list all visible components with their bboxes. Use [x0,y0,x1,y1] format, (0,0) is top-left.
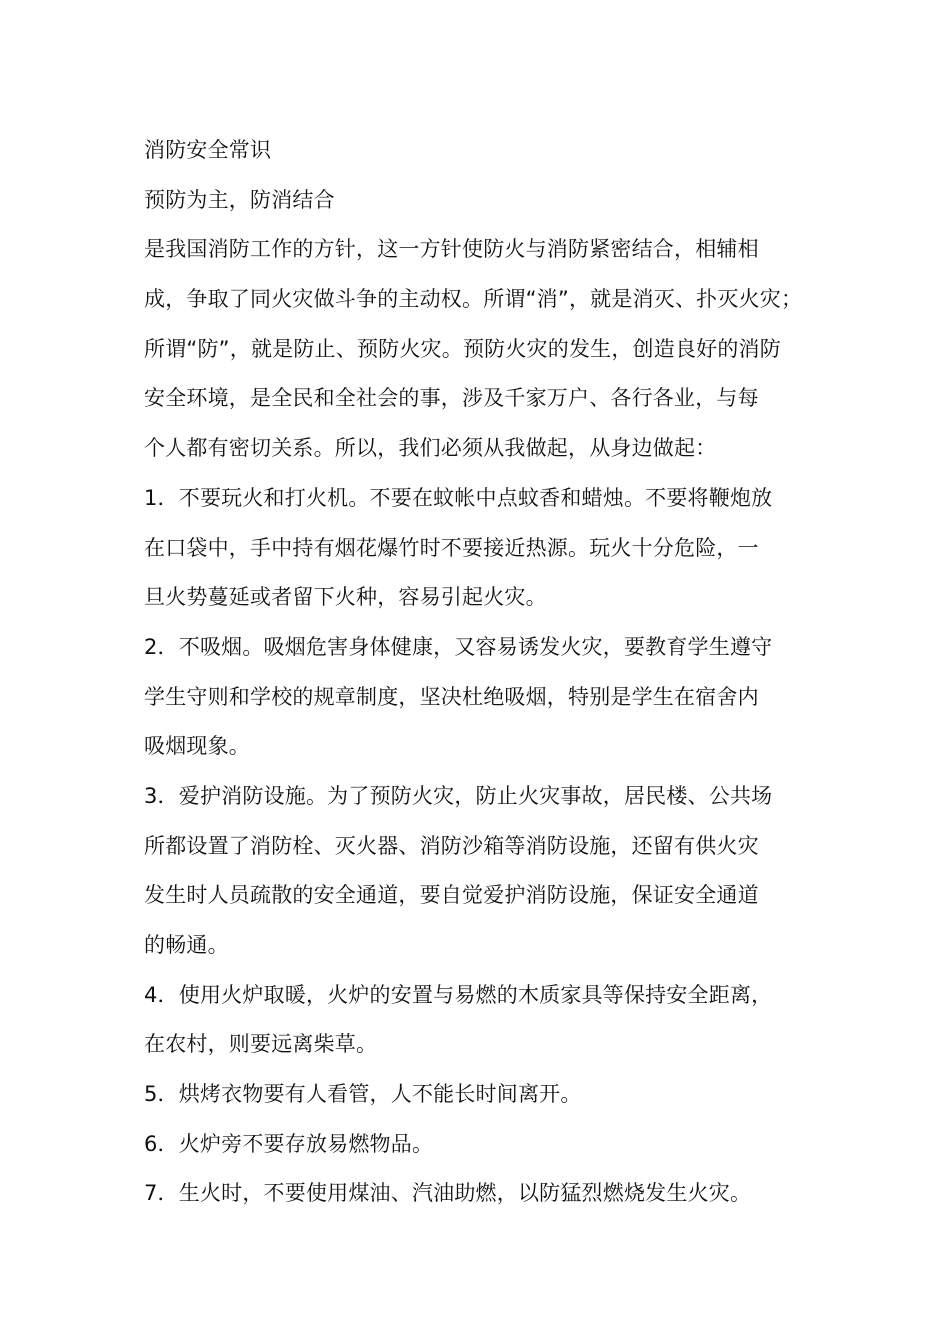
text-line: 所谓“防”，就是防止、预防火灾。预防火灾的发生，创造良好的消防 [144,336,781,361]
text-line: 4．使用火炉取暖，火炉的安置与易燃的木质家具等保持安全距离， [144,982,773,1007]
text-line: 旦火势蔓延或者留下火种，容易引起火灾。 [144,585,547,610]
text-line: 1．不要玩火和打火机。不要在蚊帐中点蚊香和蜡烛。不要将鞭炮放 [144,485,773,510]
text-line: 6．火炉旁不要存放易燃物品。 [144,1131,434,1156]
text-line: 成，争取了同火灾做斗争的主动权。所谓“消”，就是消灭、扑灭火灾； [144,287,803,312]
text-line: 个人都有密切关系。所以，我们必须从我做起，从身边做起： [144,436,717,461]
text-line: 2．不吸烟。吸烟危害身体健康，又容易诱发火灾，要教育学生遵守 [144,634,773,659]
document-subtitle: 预防为主，防消结合 [144,187,335,212]
document-title: 消防安全常识 [144,138,272,162]
text-line: 5．烘烤衣物要有人看管，人不能长时间离开。 [144,1082,582,1107]
text-line: 7．生火时，不要使用煤油、汽油助燃，以防猛烈燃烧发生火灾。 [144,1181,752,1206]
document-body [144,126,844,1219]
text-line: 所都设置了消防栓、灭火器、消防沙箱等消防设施，还留有供火灾 [144,833,759,858]
text-line: 在口袋中，手中持有烟花爆竹时不要接近热源。玩火十分危险，一 [144,535,759,560]
text-line: 是我国消防工作的方针，这一方针使防火与消防紧密结合，相辅相 [144,237,759,262]
text-line: 3．爱护消防设施。为了预防火灾，防止火灾事故，居民楼、公共场 [144,783,773,808]
text-line: 在农村，则要远离柴草。 [144,1032,378,1057]
text-line: 发生时人员疏散的安全通道，要自觉爱护消防设施，保证安全通道 [144,883,759,908]
text-line: 的畅通。 [144,933,229,957]
text-line: 安全环境，是全民和全社会的事，涉及千家万户、各行各业，与每 [144,386,759,411]
text-line: 学生守则和学校的规章制度，坚决杜绝吸烟，特别是学生在宿舍内 [144,684,759,709]
text-line: 吸烟现象。 [144,734,250,759]
